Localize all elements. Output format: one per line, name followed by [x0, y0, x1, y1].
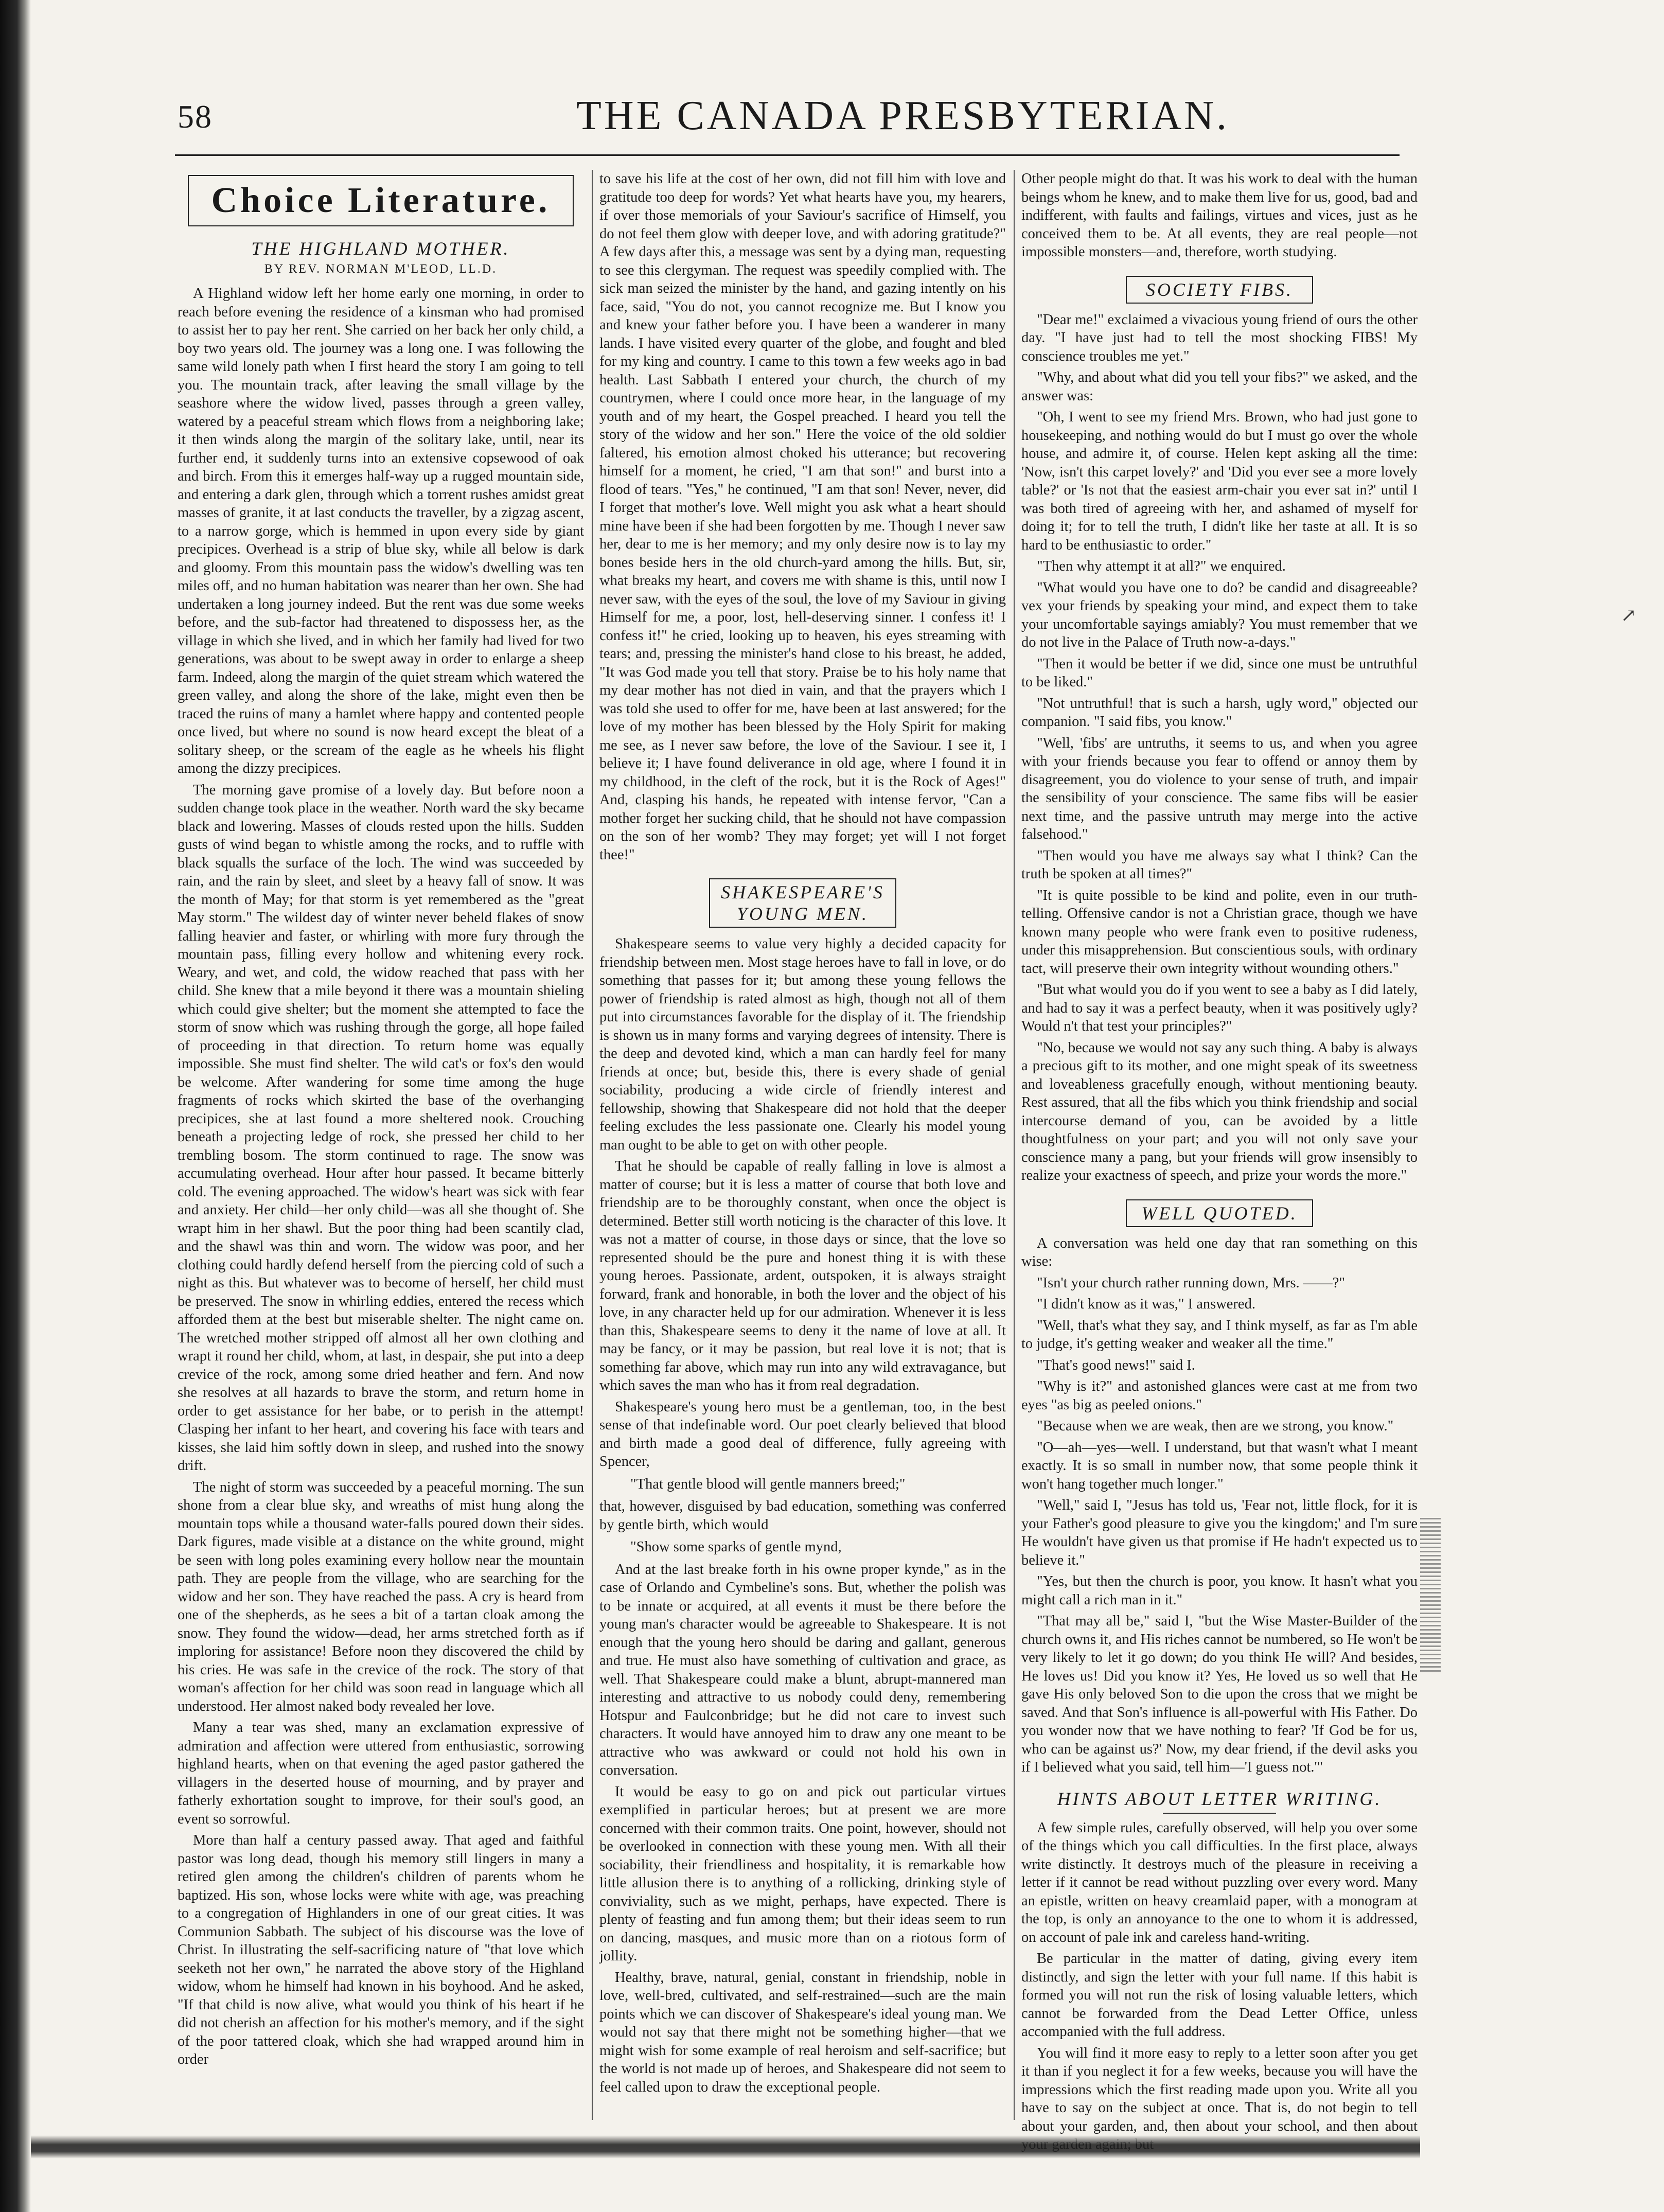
section-heading: Choice Literature. [188, 175, 574, 226]
article-byline: BY REV. NORMAN M'LEOD, LL.D. [264, 262, 498, 276]
paragraph: "Well, that's what they say, and I think myself, as far as I'm able to judge, it's getting weaker and weaker all the time." [1021, 1317, 1418, 1352]
column-3 [1021, 170, 1418, 2134]
paragraph: "That may all be," said I, "but the Wise Master-Builder of the church owns it, and His riches cannot be numbered, so He won't be very likely to let it go down; do you think He will? And besides, He loves us! Did you know it? Yes, He loved us so well that He gave His only beloved Son to die upon the cross that we might be saved. And that Son's influence is all-powerful with His Father. Do you wonder now that we have nothing to fear? 'If God be for us, who can be against us?' Now, my dear friend, if the devil asks you if I believed what you said, tell him—'I guess not.'" [1021, 1613, 1418, 1775]
article-body-highland-continued [599, 170, 1006, 864]
paragraph: "Why is it?" and astonished glances were cast at me from two eyes "as big as peeled onions." [1021, 1378, 1418, 1413]
article-title-hints-letter-writing: HINTS ABOUT LETTER WRITING. [1057, 1788, 1382, 1809]
paragraph: It would be easy to go on and pick out particular virtues exemplified in particular heroes; but at present we are more concerned with their common traits. One point, however, should not be overlooked in connection with these young men. With all their sociability, their friendliness and hospitality, it is remarkable how little allusion there is to anything of a rollicking, drinking style of conviviality, such as we might, perhaps, have expected. There is plenty of feasting and fun among them; but their ideas seem to run on dancing, masques, and music more than on a riotous form of jollity. [599, 1783, 1006, 1964]
header-rule [175, 154, 1400, 156]
paragraph: "It is quite possible to be kind and polite, even in our truth-telling. Offensive candor is not a Christian grace, though we have known many people who were frank even to positive rudeness, under this misapprehension. But conscientious souls, with ordinary tact, will preserve their own integrity without wounding others." [1021, 887, 1418, 977]
paragraph: And at the last breake forth in his owne proper kynde," as in the case of Orlando and Cymbeline's sons. But, whether the polish was to be innate or acquired, at all events it must be there before the young man's character would be agreeable to Shakespeare. It is not enough that the young hero should be daring and gallant, generous and true. He must also have something of cultivation and grace, as well. That Shakespeare could make a blunt, abrupt-mannered man interesting and attractive to us nobody could deny, remembering Hotspur and Faulconbridge; but he did not care to invest such characters. It would have annoyed him to draw any one meant to be attractive who was awkward or could not hold his own in conversation. [599, 1561, 1006, 1778]
article-body-well-quoted [1021, 1234, 1418, 1777]
paragraph: "Because when we are weak, then are we strong, you know." [1037, 1418, 1394, 1434]
column-rule-2 [1014, 170, 1015, 2120]
paragraph: "Oh, I went to see my friend Mrs. Brown, who had just gone to housekeeping, and nothing would do but I must go over the whole house, and admire it, of course. Helen kept asking all the time: 'Now, isn't this carpet lovely?' and 'Did you ever see a more lovely table?' or 'Is not that the easiest arm-chair you ever sat in?' until I was both tired of agreeing with her, and ashamed of myself for doing it; for to tell the truth, I didn't like her taste at all. It is so hard to be enthusiastic to order." [1021, 409, 1418, 553]
paragraph: "Yes, but then the church is poor, you know. It hasn't what you might call a rich man in it." [1021, 1573, 1418, 1608]
page-number: 58 [178, 98, 213, 135]
article-body-highland-mother [178, 285, 584, 2069]
masthead: THE CANADA PRESBYTERIAN. [576, 93, 1229, 138]
paragraph: "Not untruthful! that is such a harsh, ugly word," objected our companion. "I said fibs, you know." [1021, 695, 1418, 730]
article-title-society-fibs: SOCIETY FIBS. [1126, 276, 1313, 304]
verse-quote: "That gentle blood will gentle manners breed;" [630, 1476, 906, 1492]
paragraph: Shakespeare's young hero must be a gentleman, too, in the best sense of that indefinable word. Our poet clearly believed that blood and birth made a good deal of difference, fully agreeing with Spencer, [599, 1399, 1006, 1470]
paragraph: Shakespeare seems to value very highly a decided capacity for friendship between men. Most stage heroes have to fall in love, or do something that passes for it; but among these young fellows the power of friendship is rated almost as high, though not all of them put into circumstances favorable for the display of it. The friendship is shown us in many forms and varying degrees of intensity. There is the deep and devoted kind, which a man can hardly feel for many friends at once; but, beside this, there is every shade of genial sociability, producing a wide circle of friendly interest and fellowship, showing that Shakespeare did not hold that the deeper feeling excludes the less passionate one. Clearly his model young man ought to be able to get on with other people. [599, 936, 1006, 1153]
margin-stain [1420, 1518, 1441, 1672]
paragraph: A conversation was held one day that ran something on this wise: [1021, 1235, 1418, 1269]
article-title-shakespeares-young-men: SHAKESPEARE'S YOUNG MEN. [709, 878, 896, 928]
paragraph: "Then would you have me always say what I think? Can the truth be spoken at all times?" [1021, 847, 1418, 882]
paragraph: You will find it more easy to reply to a letter soon after you get it than if you neglect it for a few weeks, because you will have the impressions which the first reading made upon you. Write all you have to say on the subject at once. That is, do not begin to tell about your garden, and, then about your school, and then about [1021, 2045, 1418, 2134]
paragraph: "Isn't your church rather running down, Mrs. ——?" [1037, 1275, 1346, 1291]
paragraph: "O—ah—yes—well. I understand, but that wasn't what I meant exactly. It is so small in number now, that some people think it won't hang together much longer." [1021, 1439, 1418, 1492]
paragraph: The morning gave promise of a lovely day. But before noon a sudden change took place in the weather. North ward the sky became black and lowering. Masses of clouds rested upon the hills. Sudden gusts of wind began to whistle among the rocks, and to ruffle with black squalls the surface of the loch. The wind was succeeded by rain, and the rain by sleet, and sleet by a heavy fall of snow. It was the month of May; for that storm is yet remembered as the "great May storm." The wildest day of winter never beheld flakes of snow falling heavier and faster, or whirling with more fury through the mountain pass, filling every hollow and whitening every rock. Weary, and wet, and cold, the widow reached that pass with her child. She knew that a mile beyond it there was a mountain shieling which could give shelter; but the moment she attempted to face the storm of snow which was rushing through the gorge, all hope failed of proceeding in that direction. To return home was equally impossible. She must find shelter. The wild cat's or fox's den would be welcome. After wandering for some time among the huge fragments of rocks which skirted the base of the overhanging precipices, she at last found a more sheltered nook. Crouching beneath a projecting ledge of rock, she pressed her child to her trembling bosom. The storm continued to rage. The snow was accumulating overhead. Hour after hour passed. It became bitterly cold. The evening approached. The widow's heart was sick with fear and anxiety. Her child—her only child—was all she thought of. She wrapt him in her shawl. But the poor thing had been scantily clad, and the shawl was thin and worn. The widow was poor, and her clothing could hardly defend herself from the piercing cold of such a night as this. But whatever was to become of herself, her child must be preserved. The snow in whirling eddies, entered the recess which afforded them at the best but miserable shelter. The night came on. The wretched mother stripped off almost all her own clothing and wrapt it round her child, whom, at last, in despair, she put into a deep crevice of the rock, among some dried heather and fern. And now she resolves at all hazards to brave the storm, and return home in order to get assistance for her babe, or to perish in the attempt! Clasping her infant to her heart, and covering his face with tears and kisses, she laid him softly down in sleep, and rushed into the snowy drift. [178, 782, 584, 1474]
paragraph: Be particular in the matter of dating, giving every item distinctly, and sign the letter with your full name. If this habit is formed you will not run the risk of losing valuable letters, which cannot be forwarded from the Dead Letter Office, unless accompanied with the full address. [1021, 1951, 1418, 2040]
margin-mark: ↗ [1621, 605, 1637, 626]
paragraph: "No, because we would not say any such thing. A baby is always a precious gift to its mother, and one might speak of its sweetness and loveableness gracefully enough, without mentioning beauty. Rest assured, that all the fibs which you think friendship and social intercourse demand of you, can be avoided by a little thoughtfulness on your part; and you will not only save your conscience many a pang, but your friends will grow insensibly to realize your exactness of speech, and prize your words the more." [1021, 1039, 1418, 1183]
paragraph: Many a tear was shed, many an exclamation expressive of admiration and affection were uttered from enthusiastic, sorrowing highland hearts, when on that evening the aged pastor gathered the villagers in the deserted house of mourning, and by prayer and fatherly exhortation sought to improve, for their soul's good, an event so sorrowful. [178, 1720, 584, 1827]
paragraph: A Highland widow left her home early one morning, in order to reach before evening the residence of a kinsman who had promised to assist her to pay her rent. She carried on her back her only child, a boy two years old. The journey was a long one. I was following the same wild lonely path when I first heard the story I am going to tell you. The mountain track, after leaving the small village by the seashore where the widow lived, passes through a green valley, watered by a peaceful stream which flows from a neighboring lake; it then winds along the margin of the solitary lake, until, near its further end, it suddenly turns into an extensive copsewood of oak and birch. From this it emerges half-way up a rugged mountain side, and entering a dark glen, through which a torrent rushes amidst great masses of granite, it at last conducts the traveller, by a zigzag ascent, to a narrow gorge, which is hemmed in upon every side by giant precipices. Overhead is a strip of blue sky, while all below is dark and gloomy. From this mountain pass the widow's dwelling was ten miles off, and no human habitation was nearer than her own. She had undertaken a long journey indeed. But the rent was due some weeks before, and the sub-factor had threatened to dispossess her, as the village in which she lived, and in which her family had lived for two generations, was about to be swept away in order to enlarge a sheep farm. Indeed, along the margin of the quiet stream which watered the green valley, and along the shore of the lake, might even then be traced the ruins of many a hamlet where happy and contented people once lived, but where no sound is now heard except the bleat of a solitary sheep, or the scream of the eagle as he wheels his flight among the dizzy precipices. [178, 286, 584, 776]
paragraph: "Well, 'fibs' are untruths, it seems to us, and when you agree with your friends because you fear to offend or annoy them by disagreement, you do violence to your sense of truth, and impair the sensibility of your conscience. The same fibs will be easier next time, and the passive untruth may merge into the active falsehood." [1021, 735, 1418, 842]
column-1 [178, 170, 584, 2120]
paragraph: A few simple rules, carefully observed, will help you over some of the things which you call difficulties. In the first place, always write distinctly. It destroys much of the pleasure in receiving a letter if it cannot be read without puzzling over every word. Many an epistle, written on heavy creamlaid paper, with a monogram at the top, is only an annoyance to the one to whom it is addressed, on account of pale ink and careless hand-writing. [1021, 1819, 1418, 1945]
column-2 [599, 170, 1006, 2120]
verse-quote: "Show some sparks of gentle mynd, [630, 1539, 842, 1555]
article-body-hints [1021, 1819, 1418, 2154]
article-body-society-fibs [1021, 311, 1418, 1185]
article-body-shakespeare [599, 935, 1006, 2096]
paragraph: "Well," said I, "Jesus has told us, 'Fear not, little flock, for it is your Father's good pleasure to give you the kingdom;' and I'm sure He wouldn't have given us that promise if He hadn't expected us to believe it." [1021, 1497, 1418, 1568]
paragraph: to save his life at the cost of her own, did not fill him with love and gratitude too deep for words? Yet what hearts have you, my hearers, if over those memorials of your Saviour's sacrifice of Himself, you do not feel them glow with deeper love, and with adoring gratitude?" A few days after this, a message was sent by a dying man, requesting to see this clergyman. The request was speedily complied with. The sick man seized the minister by the hand, and gazing intently on his face, said, "You do not, you cannot recognize me. But I know you and knew your father before you. I have been a wanderer in many lands. I have visited every quarter of the globe, and fought and bled for my king and country. I came to this town a few weeks ago in bad health. Last Sabbath I entered your church, the church of my countrymen, where I could once more hear, in the language of my youth and of my heart, the Gospel preached. I heard you tell the story of the widow and her son." Here the voice of the old soldier faltered, his emotion almost choked his utterance; but recovering himself for a moment, he cried, "I am that son!" and burst into a flood of tears. "Yes," he continued, "I am that son! Never, never, did I forget that mother's love. Well might you ask what a heart should mine have been if she had been forgotten by me. Though I never saw her, dear to me is her memory; and my only desire now is to lay my bones beside hers in the old church-yard among the hills. But, sir, what breaks my heart, and covers me with shame is this, until now I never saw, with the eyes of the soul, the love of my Saviour in giving Himself for me, a poor, lost, hell-deserving sinner. I confess it! I confess it!" he cried, looking up to heaven, his eyes streaming with tears; and, pressing the minister's hand close to his breast, he added, "It was God made you tell that story. Praise be to his holy name that my dear mother has not died in vain, and that the prayers which I was told she used to offer for me, have been at last answered; for the love of my mother has been blessed by the Holy Spirit for making me see, as I never saw before, the love of the Saviour. I see it, I believe it; I have found deliverance in old age, where I found it in my childhood, in the cleft of the rock, but it is the Rock of Ages!" And, clasping his hands, he repeated with intense fervor, "Can a mother forget her sucking child, that he should not have compassion on the son of her womb? They may forget; yet will I not forget thee!" [599, 171, 1006, 863]
paragraph: Healthy, brave, natural, genial, constant in friendship, noble in love, well-bred, cultivated, and self-restrained—such are the main points which we can discover of Shakespeare's ideal young man. We would not say that there might not be something higher—that we might wish for some example of real heroism and self-sacrifice; but the world is not made up of heroes, and Shakespeare did not seem to feel called upon to draw the exceptional people. [599, 1969, 1006, 2095]
paragraph: "That's good news!" said I. [1037, 1357, 1195, 1373]
title-rule [1163, 1813, 1276, 1814]
book-binding-edge [0, 0, 31, 2212]
scan-shadow-bottom [31, 2135, 1420, 2158]
article-title-highland-mother: THE HIGHLAND MOTHER. [251, 238, 510, 259]
paragraph: "Dear me!" exclaimed a vivacious young friend of ours the other day. "I have just had to tell the most shocking FIBS! My conscience troubles me yet." [1021, 311, 1418, 364]
paragraph: "Then why attempt it at all?" we enquired. [1037, 558, 1286, 574]
paragraph: "I didn't know as it was," I answered. [1037, 1296, 1255, 1312]
paragraph: Other people might do that. It was his work to deal with the human beings whom he knew, and to make them live for us, good, bad and indifferent, with faults and failings, virtues and vices, just as he conceived them to be. At all events, they are real people—not impossible monsters—and, therefore, worth studying. [1021, 171, 1418, 260]
article-body-shakespeare-continued [1021, 170, 1418, 261]
article-title-well-quoted: WELL QUOTED. [1126, 1199, 1313, 1227]
paragraph: That he should be capable of really falling in love is almost a matter of course; but it is less a matter of course that both love and friendship are to be thoroughly constant, when once the object is determined. Better still worth noticing is the character of this love. It was not a matter of course, in those days or since, that the love so represented should be the pure and honest thing it is with these young heroes. Passionate, ardent, outspoken, it is always straight forward, frank and honorable, in both the lover and the object of his love, in any character held up for our admiration. Whenever it is less than this, Shakespeare seems to deny it the name of love at all. It may be fancy, or it may be passion, but real love it is not; that is something far above, which may run into any wild extravagance, but which saves the man who has it from real degradation. [599, 1158, 1006, 1393]
paragraph: that, however, disguised by bad education, something was conferred by gentle birth, which would [599, 1498, 1006, 1533]
paragraph: "Then it would be better if we did, since one must be untruthful to be liked." [1021, 656, 1418, 690]
paragraph: "What would you have one to do? be candid and disagreeable? vex your friends by speaking your mind, and expect them to take your uncomfortable sayings amiably? You must remember that we do not live in the Palace of Truth now-a-days." [1021, 579, 1418, 650]
column-rule-1 [592, 170, 593, 2120]
paragraph: "But what would you do if you went to see a baby as I did lately, and had to say it was a perfect beauty, when it was positively ugly? Would n't that test your principles?" [1021, 982, 1418, 1034]
paragraph: The night of storm was succeeded by a peaceful morning. The sun shone from a clear blue sky, and wreaths of mist hung along the mountain tops while a thousand water-falls poured down their sides. Dark figures, made visible at a distance on the white ground, might be seen with long poles examining every hollow near the mountain path. They are people from the village, who are searching for the widow and her son. They have reached the pass. A cry is heard from one of the shepherds, as he sees a bit of a tartan cloak among the snow. They found the widow—dead, her arms stretched forth as if imploring for assistance! Before noon they discovered the child by his cries. He was safe in the crevice of the rock. The story of that woman's affection for her child was soon read in language which all understood. Her almost naked body revealed her love. [178, 1479, 584, 1714]
paragraph: More than half a century passed away. That aged and faithful pastor was long dead, though his memory still lingers in many a retired glen among the children's children of parents whom he baptized. His son, whose locks were white with age, was preaching to a congregation of Highlanders in one of our great cities. It was Communion Sabbath. The subject of his discourse was the love of Christ. In illustrating the self-sacrificing nature of "that love which seeketh not her own," he narrated the above story of the Highland widow, whom he himself had known in his boyhood. And he asked, "If that child is now alive, what would you think of his heart if he did not cherish an affection for his mother's memory, and if the sight of the poor tattered cloak, which she had wrapped around him in order [178, 1832, 584, 2067]
paragraph: "Why, and about what did you tell your fibs?" we asked, and the answer was: [1021, 369, 1418, 404]
